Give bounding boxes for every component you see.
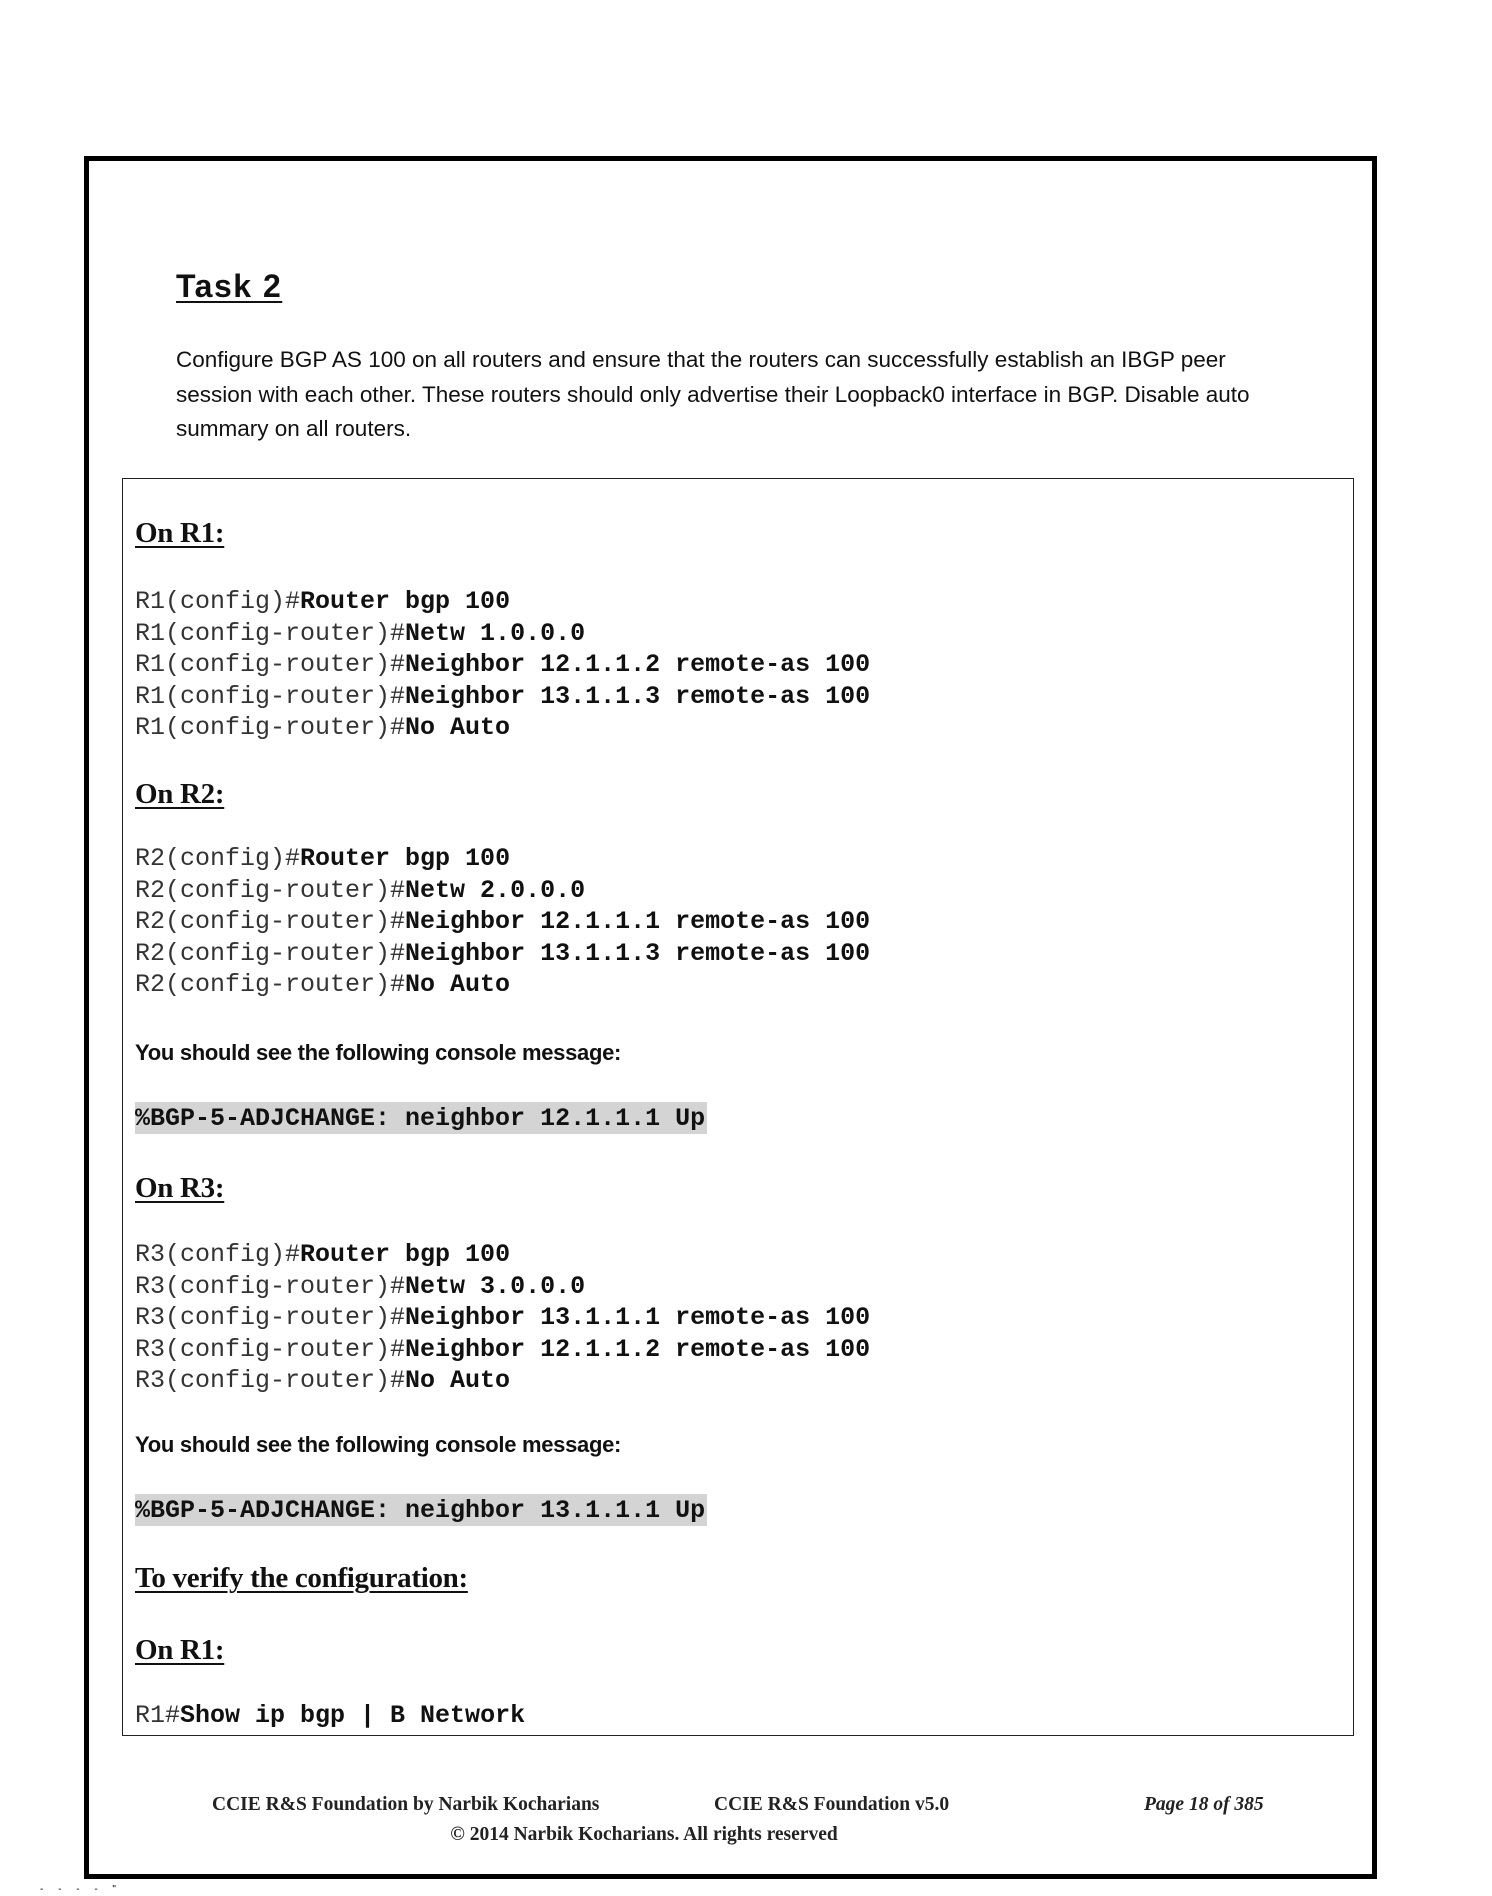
heading-on-r3: On R3: — [135, 1172, 225, 1204]
console-message-r3: %BGP-5-ADJCHANGE: neighbor 13.1.1.1 Up — [135, 1496, 706, 1525]
command: Neighbor 12.1.1.2 remote-as 100 — [405, 1334, 871, 1364]
code-line — [135, 1239, 870, 1271]
prompt: R2(config-router)# — [135, 970, 406, 1000]
console-note-r2: You should see the following console message: — [135, 1040, 622, 1065]
command: Neighbor 12.1.1.1 remote-as 100 — [405, 907, 871, 937]
code-block-verify — [135, 1700, 525, 1732]
code-line — [135, 906, 870, 938]
command: Neighbor 12.1.1.2 remote-as 100 — [405, 650, 871, 680]
code-line — [135, 843, 870, 875]
command: Neighbor 13.1.1.3 remote-as 100 — [405, 938, 871, 968]
command: Netw 1.0.0.0 — [405, 618, 586, 648]
code-line — [135, 1334, 870, 1366]
code-block-r1 — [135, 586, 870, 744]
command: Netw 2.0.0.0 — [405, 875, 586, 905]
code-line — [135, 1365, 870, 1397]
command: Show ip bgp | B Network — [180, 1701, 526, 1730]
prompt: R2(config-router)# — [135, 907, 406, 937]
code-line — [135, 586, 870, 618]
prompt: R1(config-router)# — [135, 681, 406, 711]
task-description: Configure BGP AS 100 on all routers and ensure that the routers can successfully establish an IBGP peer session with each other. These routers should only advertise their Loopback0 interface in BGP. Disable auto summary on all routers. — [176, 347, 1250, 441]
code-line — [135, 875, 870, 907]
code-line — [135, 938, 870, 970]
task-title: Task 2 — [176, 268, 283, 304]
console-note-r3: You should see the following console message: — [135, 1432, 622, 1457]
prompt: R2(config-router)# — [135, 938, 406, 968]
prompt: R2(config)# — [135, 844, 301, 873]
page-footer — [84, 1794, 1377, 1846]
command: Neighbor 13.1.1.1 remote-as 100 — [405, 1303, 871, 1333]
command: Router bgp 100 — [300, 844, 511, 873]
prompt: R2(config-router)# — [135, 875, 406, 905]
footer-page-number: Page 18 of 385 — [1144, 1794, 1264, 1815]
command: No Auto — [405, 970, 511, 1000]
code-line — [135, 1700, 525, 1732]
heading-on-r1: On R1: — [135, 517, 225, 549]
scan-artifact: - - - - " — [40, 1884, 122, 1895]
prompt: R3(config-router)# — [135, 1366, 406, 1396]
code-line — [135, 649, 870, 681]
code-block-r3 — [135, 1239, 870, 1397]
prompt: R1(config)# — [135, 587, 301, 616]
command: Router bgp 100 — [300, 587, 511, 616]
code-line — [135, 1271, 870, 1303]
command: Neighbor 13.1.1.3 remote-as 100 — [405, 681, 871, 711]
prompt: R3(config)# — [135, 1240, 301, 1269]
code-line — [135, 1302, 870, 1334]
code-block-r2 — [135, 843, 870, 1001]
console-message-r2: %BGP-5-ADJCHANGE: neighbor 12.1.1.1 Up — [135, 1104, 706, 1133]
code-line — [135, 712, 870, 744]
prompt: R3(config-router)# — [135, 1334, 406, 1364]
footer-book-title: CCIE R&S Foundation by Narbik Kocharians — [212, 1794, 600, 1815]
command: No Auto — [405, 713, 511, 743]
heading-verify: To verify the configuration: — [135, 1562, 468, 1594]
code-line — [135, 618, 870, 650]
footer-copyright: © 2014 Narbik Kocharians. All rights reserved — [450, 1824, 838, 1845]
code-line — [135, 681, 870, 713]
prompt: R3(config-router)# — [135, 1271, 406, 1301]
prompt: R1(config-router)# — [135, 618, 406, 648]
prompt: R3(config-router)# — [135, 1303, 406, 1333]
heading-verify-on-r1: On R1: — [135, 1634, 225, 1666]
code-line — [135, 969, 870, 1001]
prompt: R1(config-router)# — [135, 650, 406, 680]
heading-on-r2: On R2: — [135, 778, 225, 810]
command: No Auto — [405, 1366, 511, 1396]
command: Router bgp 100 — [300, 1240, 511, 1269]
command: Netw 3.0.0.0 — [405, 1271, 586, 1301]
prompt: R1# — [135, 1701, 181, 1730]
footer-version: CCIE R&S Foundation v5.0 — [714, 1794, 950, 1815]
prompt: R1(config-router)# — [135, 713, 406, 743]
